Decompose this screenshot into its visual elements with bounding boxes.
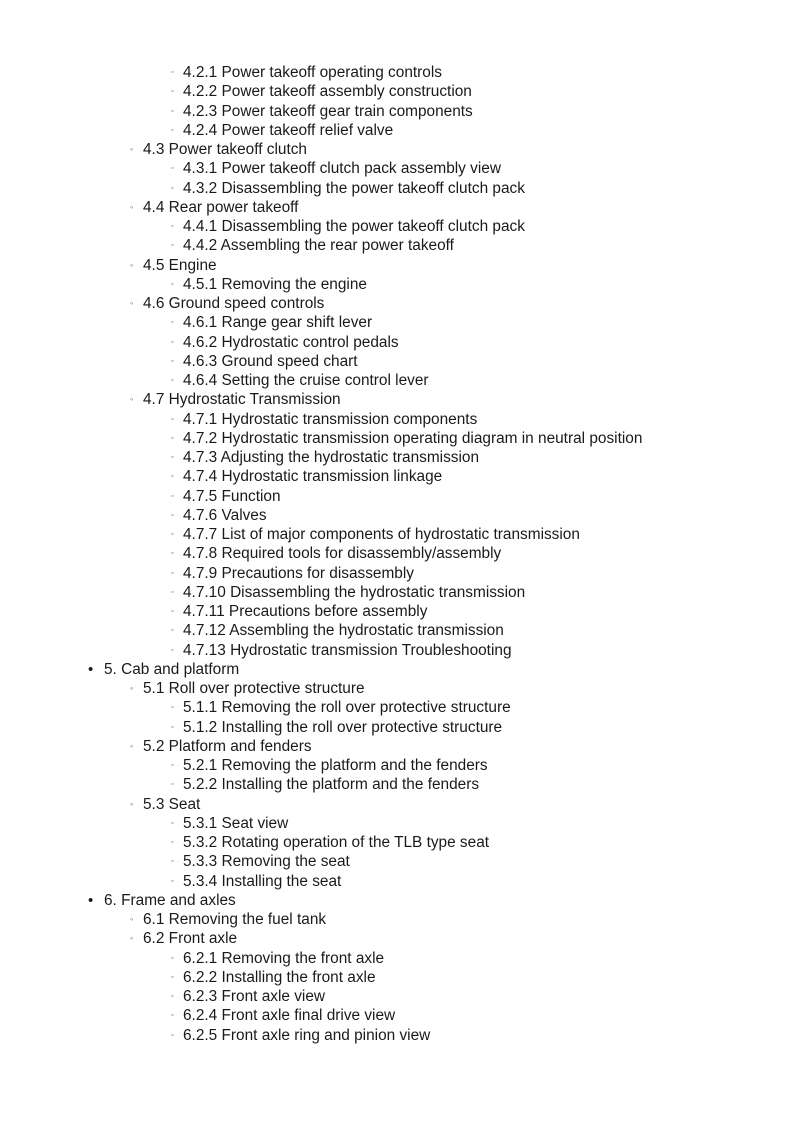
square-bullet-icon: ▫	[171, 839, 174, 846]
toc-entry-level-3[interactable]	[0, 987, 794, 1006]
circle-bullet-icon: ◦	[130, 394, 134, 405]
toc-entry-label: 4.2.3 Power takeoff gear train components	[183, 102, 473, 120]
toc-entry-label: 4.7.9 Precautions for disassembly	[183, 564, 414, 582]
circle-bullet-icon: ◦	[130, 201, 134, 212]
toc-entry-level-3[interactable]	[0, 102, 794, 121]
square-bullet-icon: ▫	[171, 319, 174, 327]
toc-entry-label: 4.3.1 Power takeoff clutch pack assembly view	[183, 160, 501, 178]
toc-entry-label: 5.3.3 Removing the seat	[183, 853, 350, 871]
square-bullet-icon: ▫	[171, 223, 174, 230]
toc-entry-label: 4.5.1 Removing the engine	[183, 275, 367, 293]
toc-entry-level-2[interactable]	[0, 198, 794, 217]
toc-entry-label: 5.3 Seat	[143, 795, 201, 813]
toc-entry-level-3[interactable]	[0, 525, 794, 544]
toc-entry-level-3[interactable]	[0, 313, 794, 332]
toc-entry-label: 5. Cab and platform	[104, 660, 240, 678]
toc-entry-level-3[interactable]	[0, 275, 794, 294]
square-bullet-icon: ▫	[171, 569, 174, 577]
square-bullet-icon: ▫	[171, 357, 174, 365]
square-bullet-icon: ▫	[171, 280, 174, 288]
toc-entry-label: 4.3.2 Disassembling the power takeoff clutch pack	[183, 179, 525, 197]
toc-entry-level-3[interactable]	[0, 775, 794, 794]
toc-entry-level-3[interactable]	[0, 718, 794, 737]
toc-entry-level-2[interactable]	[0, 795, 794, 814]
toc-entry-label: 4.2.2 Power takeoff assembly construction	[183, 83, 472, 101]
toc-entry-label: 4.7.12 Assembling the hydrostatic transmission	[183, 622, 504, 640]
toc-entry-level-3[interactable]	[0, 179, 794, 198]
toc-entry-label: 4.2.1 Power takeoff operating controls	[183, 64, 442, 81]
toc-entry-label: 4.3 Power takeoff clutch	[143, 141, 307, 158]
square-bullet-icon: ▫	[171, 858, 174, 866]
square-bullet-icon: ▫	[171, 492, 174, 500]
toc-entry-label: 6.2.2 Installing the front axle	[183, 968, 376, 986]
toc-entry-label: 4.7.6 Valves	[183, 506, 267, 524]
toc-entry-level-3[interactable]	[0, 467, 794, 486]
toc-entry-label: 5.1.1 Removing the roll over protective structure	[183, 699, 511, 717]
square-bullet-icon: ▫	[171, 126, 174, 134]
square-bullet-icon: ▫	[171, 1031, 174, 1039]
toc-entry-level-3[interactable]	[0, 63, 794, 82]
circle-bullet-icon: ◦	[130, 933, 134, 944]
square-bullet-icon: ▫	[171, 993, 174, 1000]
toc-entry-level-3[interactable]	[0, 333, 794, 352]
bullet-icon: •	[88, 891, 94, 909]
toc-entry-level-3[interactable]	[0, 872, 794, 891]
square-bullet-icon: ▫	[171, 184, 174, 192]
toc-entry-level-2[interactable]	[0, 737, 794, 756]
square-bullet-icon: ▫	[171, 588, 174, 596]
toc-entry-label: 4.5 Engine	[143, 256, 217, 274]
toc-entry-label: 5.3.4 Installing the seat	[183, 872, 342, 890]
toc-entry-label: 4.7.10 Disassembling the hydrostatic transmission	[183, 583, 526, 601]
toc-entry-label: 4.7.1 Hydrostatic transmission components	[183, 410, 478, 428]
square-bullet-icon: ▫	[171, 704, 174, 712]
circle-bullet-icon: ◦	[130, 683, 134, 693]
toc-entry-level-3[interactable]	[0, 159, 794, 178]
toc-entry-label: 5.1.2 Installing the roll over protective structure	[183, 718, 503, 736]
square-bullet-icon: ▫	[171, 473, 174, 481]
square-bullet-icon: ▫	[171, 819, 174, 827]
circle-bullet-icon: ◦	[130, 740, 134, 751]
toc-entry-level-2[interactable]	[0, 256, 794, 275]
square-bullet-icon: ▫	[171, 511, 174, 519]
toc-entry-level-3[interactable]	[0, 698, 794, 717]
square-bullet-icon: ▫	[171, 550, 174, 558]
toc-entry-label: 4.4.1 Disassembling the power takeoff clutch pack	[183, 218, 525, 235]
toc-entry-level-2[interactable]	[0, 140, 794, 159]
toc-entry-level-3[interactable]	[0, 621, 794, 640]
square-bullet-icon: ▫	[171, 377, 174, 384]
square-bullet-icon: ▫	[171, 646, 174, 654]
toc-entry-level-3[interactable]	[0, 429, 794, 448]
toc-entry-level-2[interactable]	[0, 929, 794, 948]
circle-bullet-icon: ◦	[130, 798, 134, 809]
toc-entry-label: 4.7.3 Adjusting the hydrostatic transmission	[183, 449, 479, 466]
toc-entry-level-2[interactable]	[0, 390, 794, 409]
toc-entry-label: 5.1 Roll over protective structure	[143, 680, 365, 697]
square-bullet-icon: ▫	[171, 107, 174, 115]
toc-entry-level-3[interactable]	[0, 410, 794, 429]
toc-entry-label: 4.7.11 Precautions before assembly	[183, 603, 428, 620]
table-of-contents	[0, 63, 794, 1045]
toc-entry-level-3[interactable]	[0, 448, 794, 467]
square-bullet-icon: ▫	[171, 781, 174, 789]
toc-entry-label: 4.6 Ground speed controls	[143, 295, 325, 312]
toc-entry-label: 4.7.13 Hydrostatic transmission Troubleshooting	[183, 641, 512, 659]
toc-entry-label: 4.7.8 Required tools for disassembly/assembly	[183, 545, 502, 563]
square-bullet-icon: ▫	[171, 608, 174, 615]
toc-entry-label: 4.2.4 Power takeoff relief valve	[183, 121, 394, 139]
toc-entry-level-3[interactable]	[0, 121, 794, 140]
circle-bullet-icon: ◦	[130, 914, 134, 924]
circle-bullet-icon: ◦	[130, 144, 134, 154]
toc-entry-label: 6.2.3 Front axle view	[183, 988, 326, 1005]
circle-bullet-icon: ◦	[130, 259, 134, 270]
square-bullet-icon: ▫	[171, 165, 174, 173]
toc-entry-label: 6.2.1 Removing the front axle	[183, 949, 385, 967]
toc-entry-level-3[interactable]	[0, 544, 794, 563]
toc-entry-level-3[interactable]	[0, 602, 794, 621]
toc-entry-label: 6.2 Front axle	[143, 930, 238, 948]
toc-entry-level-3[interactable]	[0, 352, 794, 371]
toc-entry-level-1[interactable]	[0, 660, 794, 679]
toc-entry-label: 6.2.4 Front axle final drive view	[183, 1007, 396, 1025]
toc-entry-label: 4.6.4 Setting the cruise control lever	[183, 372, 429, 389]
toc-entry-level-3[interactable]	[0, 1026, 794, 1045]
toc-entry-label: 4.6.1 Range gear shift lever	[183, 314, 373, 332]
toc-entry-label: 4.4.2 Assembling the rear power takeoff	[183, 237, 454, 255]
toc-entry-level-3[interactable]	[0, 949, 794, 968]
square-bullet-icon: ▫	[171, 1012, 174, 1020]
toc-entry-level-3[interactable]	[0, 564, 794, 583]
toc-entry-label: 4.7.2 Hydrostatic transmission operating diagram in neutral position	[183, 429, 643, 447]
toc-entry-level-3[interactable]	[0, 756, 794, 775]
toc-entry-label: 5.2.2 Installing the platform and the fenders	[183, 776, 480, 794]
square-bullet-icon: ▫	[171, 434, 174, 442]
toc-entry-level-3[interactable]	[0, 583, 794, 602]
square-bullet-icon: ▫	[171, 338, 174, 346]
toc-entry-level-3[interactable]	[0, 371, 794, 390]
square-bullet-icon: ▫	[171, 242, 174, 250]
toc-entry-level-2[interactable]	[0, 294, 794, 313]
toc-entry-level-2[interactable]	[0, 679, 794, 698]
toc-entry-label: 4.6.2 Hydrostatic control pedals	[183, 333, 399, 351]
toc-entry-label: 4.7.7 List of major components of hydrostatic transmission	[183, 526, 580, 543]
toc-entry-level-3[interactable]	[0, 833, 794, 852]
square-bullet-icon: ▫	[171, 877, 174, 885]
toc-entry-level-3[interactable]	[0, 641, 794, 660]
toc-entry-level-2[interactable]	[0, 910, 794, 929]
square-bullet-icon: ▫	[171, 762, 174, 769]
toc-entry-level-3[interactable]	[0, 82, 794, 101]
toc-entry-level-3[interactable]	[0, 968, 794, 987]
toc-entry-label: 5.3.2 Rotating operation of the TLB type seat	[183, 834, 490, 851]
square-bullet-icon: ▫	[171, 531, 174, 538]
toc-entry-level-3[interactable]	[0, 506, 794, 525]
toc-entry-level-3[interactable]	[0, 236, 794, 255]
toc-entry-label: 4.6.3 Ground speed chart	[183, 352, 358, 370]
toc-entry-label: 4.7 Hydrostatic Transmission	[143, 391, 341, 409]
square-bullet-icon: ▫	[171, 954, 174, 962]
toc-entry-level-3[interactable]	[0, 1006, 794, 1025]
toc-entry-label: 4.4 Rear power takeoff	[143, 198, 299, 216]
toc-entry-label: 4.7.4 Hydrostatic transmission linkage	[183, 468, 443, 486]
toc-entry-label: 4.7.5 Function	[183, 487, 281, 505]
toc-entry-label: 6.1 Removing the fuel tank	[143, 911, 327, 928]
toc-entry-level-3[interactable]	[0, 217, 794, 236]
bullet-icon: •	[88, 660, 94, 678]
toc-entry-level-3[interactable]	[0, 487, 794, 506]
toc-entry-level-1[interactable]	[0, 891, 794, 910]
toc-entry-label: 5.3.1 Seat view	[183, 814, 289, 832]
square-bullet-icon: ▫	[171, 415, 174, 423]
toc-entry-label: 5.2 Platform and fenders	[143, 737, 312, 755]
toc-entry-level-3[interactable]	[0, 814, 794, 833]
toc-entry-label: 6. Frame and axles	[104, 891, 236, 909]
square-bullet-icon: ▫	[171, 454, 174, 461]
square-bullet-icon: ▫	[171, 88, 174, 96]
square-bullet-icon: ▫	[171, 723, 174, 731]
toc-entry-label: 6.2.5 Front axle ring and pinion view	[183, 1026, 431, 1044]
square-bullet-icon: ▫	[171, 973, 174, 981]
toc-entry-label: 5.2.1 Removing the platform and the fenders	[183, 757, 488, 774]
toc-entry-level-3[interactable]	[0, 852, 794, 871]
circle-bullet-icon: ◦	[130, 298, 134, 308]
square-bullet-icon: ▫	[171, 69, 174, 76]
square-bullet-icon: ▫	[171, 627, 174, 635]
